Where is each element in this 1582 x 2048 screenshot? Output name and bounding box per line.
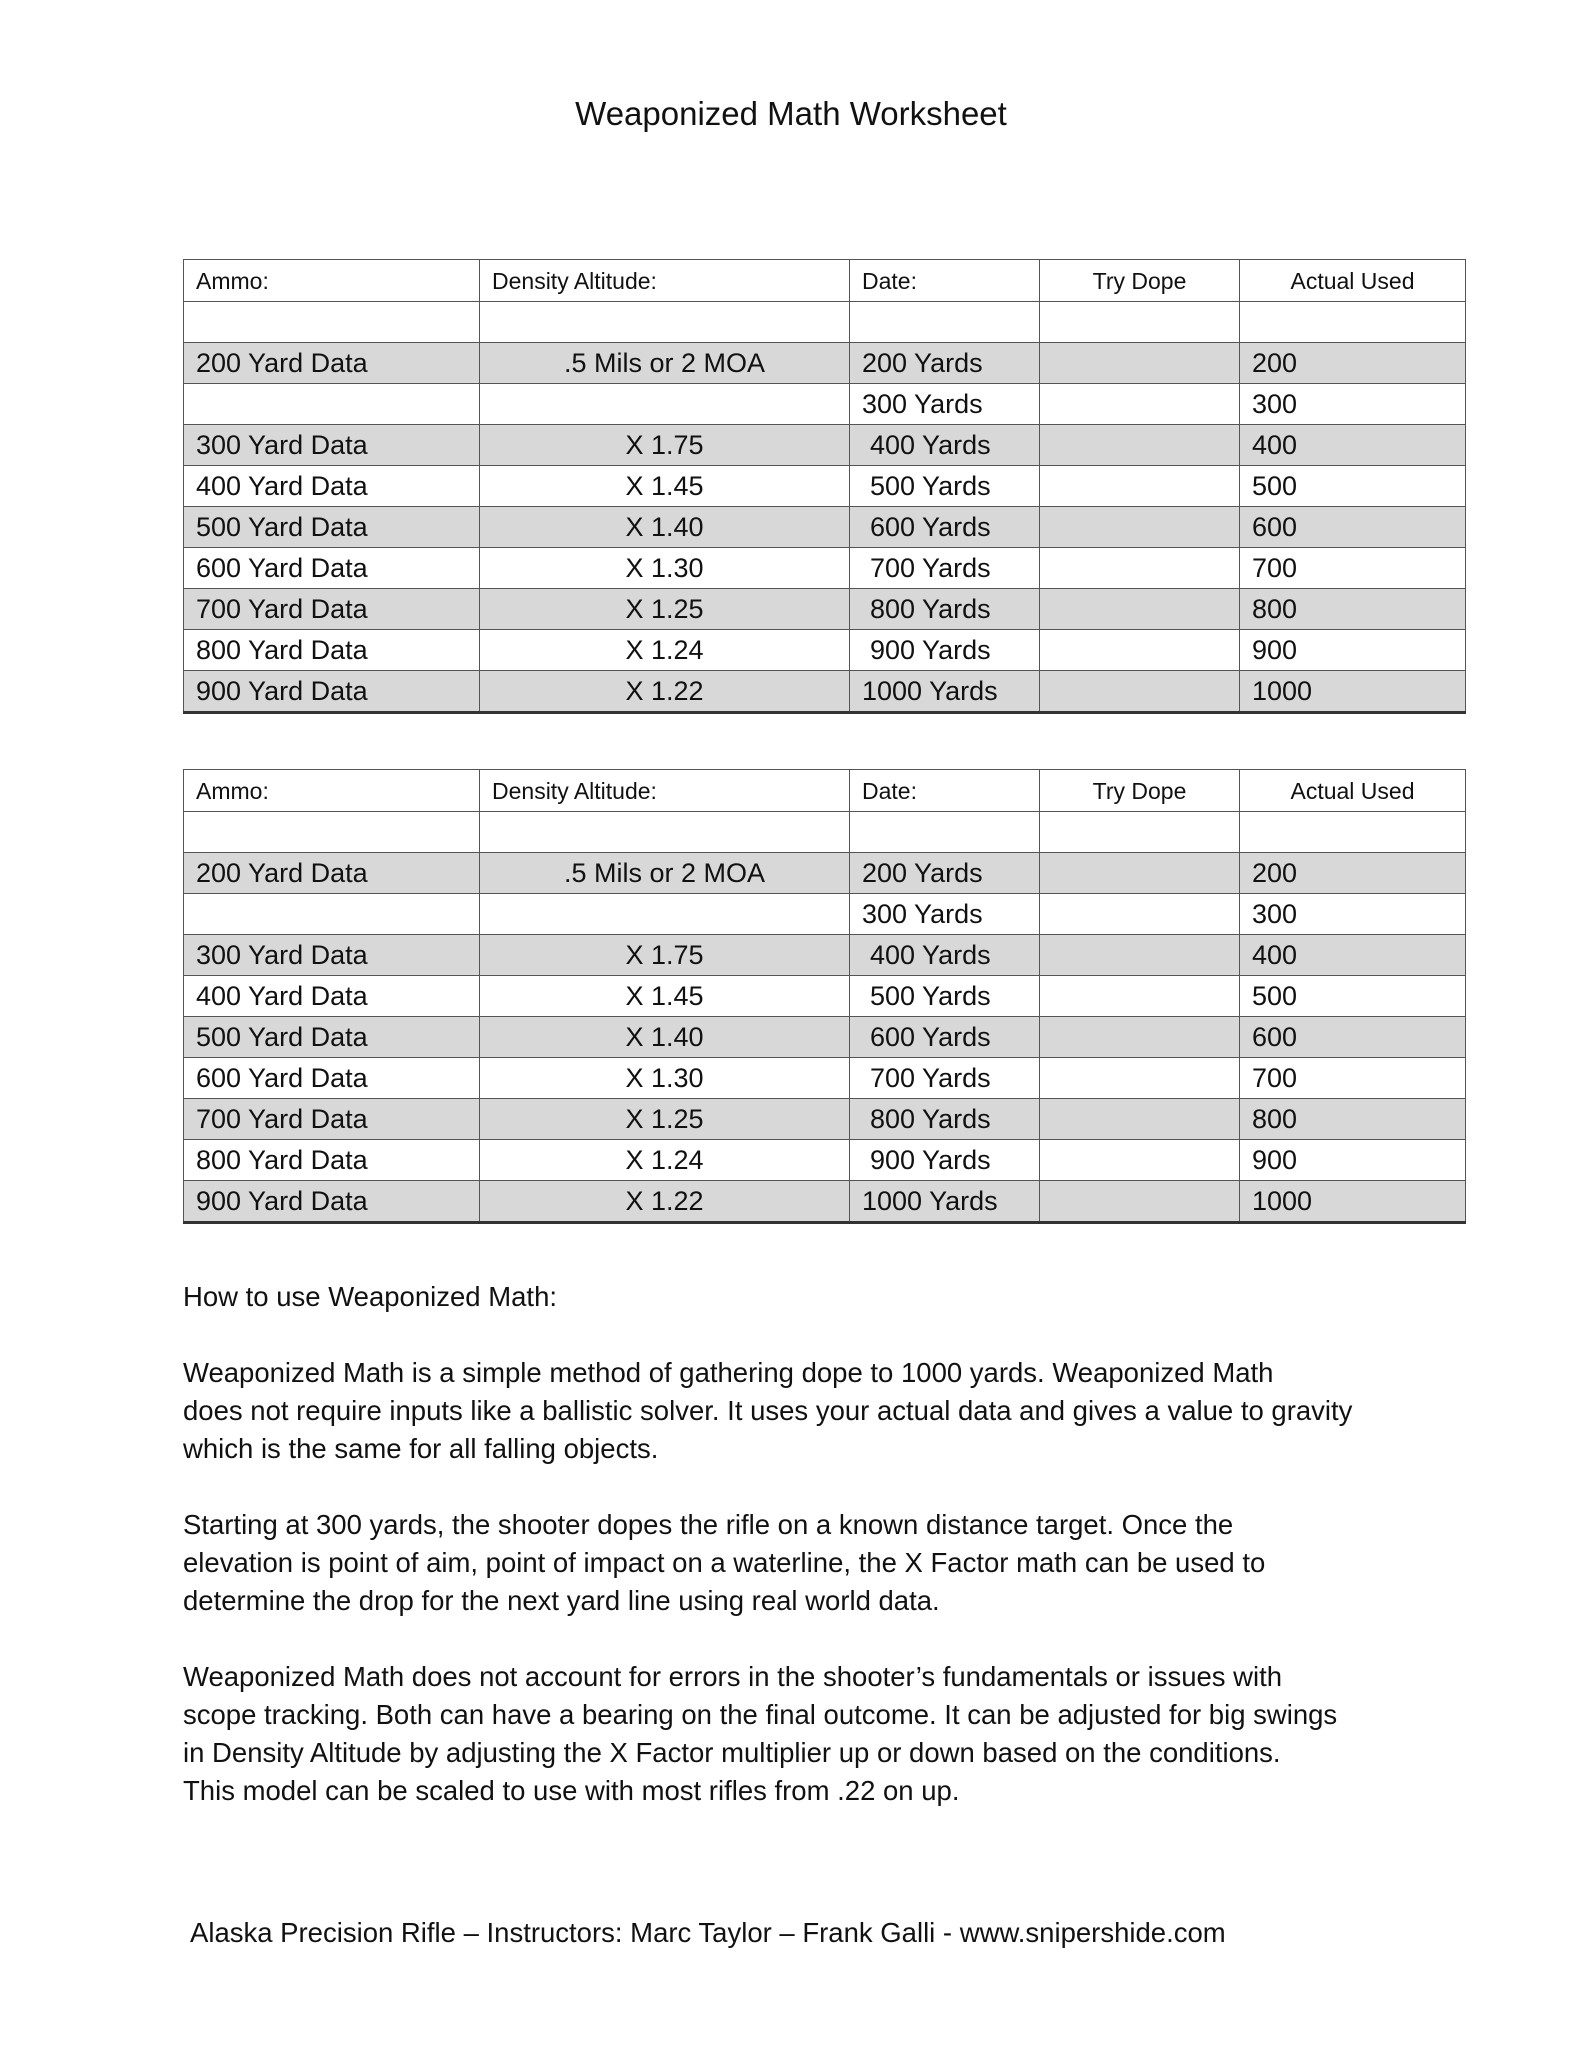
yard-data-cell: 200 Yard Data bbox=[184, 343, 480, 384]
x-factor-cell: X 1.30 bbox=[480, 548, 850, 589]
x-factor-cell: X 1.75 bbox=[480, 425, 850, 466]
try-dope-cell[interactable] bbox=[1040, 1058, 1240, 1099]
try-dope-cell[interactable] bbox=[1040, 894, 1240, 935]
actual-used-cell: 800 bbox=[1240, 589, 1466, 630]
yard-data-cell: 300 Yard Data bbox=[184, 935, 480, 976]
yard-data-cell bbox=[184, 894, 480, 935]
yard-data-cell: 500 Yard Data bbox=[184, 1017, 480, 1058]
actual-used-cell[interactable] bbox=[1240, 812, 1466, 853]
x-factor-cell: X 1.24 bbox=[480, 630, 850, 671]
header-try-dope: Try Dope bbox=[1040, 770, 1240, 812]
range-cell: 700 Yards bbox=[850, 1058, 1040, 1099]
actual-used-cell: 900 bbox=[1240, 630, 1466, 671]
table-row bbox=[184, 812, 1466, 853]
actual-used-cell: 1000 bbox=[1240, 1181, 1466, 1223]
actual-used-cell: 600 bbox=[1240, 1017, 1466, 1058]
table-header-row bbox=[184, 260, 1466, 302]
x-factor-cell: X 1.45 bbox=[480, 976, 850, 1017]
range-cell: 400 Yards bbox=[850, 425, 1040, 466]
yard-data-cell: 700 Yard Data bbox=[184, 589, 480, 630]
range-cell: 300 Yards bbox=[850, 894, 1040, 935]
header-date: Date: bbox=[850, 770, 1040, 812]
header-actual-used: Actual Used bbox=[1240, 260, 1466, 302]
try-dope-cell[interactable] bbox=[1040, 630, 1240, 671]
x-factor-cell: X 1.25 bbox=[480, 1099, 850, 1140]
x-factor-cell: X 1.22 bbox=[480, 671, 850, 713]
yard-data-cell: 500 Yard Data bbox=[184, 507, 480, 548]
range-cell: 600 Yards bbox=[850, 507, 1040, 548]
range-cell: 900 Yards bbox=[850, 630, 1040, 671]
range-cell[interactable] bbox=[850, 812, 1040, 853]
yard-data-cell: 800 Yard Data bbox=[184, 1140, 480, 1181]
yard-data-cell: 200 Yard Data bbox=[184, 853, 480, 894]
yard-data-cell bbox=[184, 384, 480, 425]
x-factor-cell: X 1.30 bbox=[480, 1058, 850, 1099]
try-dope-cell[interactable] bbox=[1040, 507, 1240, 548]
range-cell: 200 Yards bbox=[850, 853, 1040, 894]
x-factor-cell: X 1.75 bbox=[480, 935, 850, 976]
range-cell: 200 Yards bbox=[850, 343, 1040, 384]
paragraph-line: which is the same for all falling objects. bbox=[183, 1433, 659, 1464]
table-row bbox=[184, 935, 1466, 976]
try-dope-cell[interactable] bbox=[1040, 384, 1240, 425]
paragraph-line: scope tracking. Both can have a bearing on the final outcome. It can be adjusted for big swings bbox=[183, 1699, 1338, 1730]
actual-used-cell: 1000 bbox=[1240, 671, 1466, 713]
table-row bbox=[184, 1140, 1466, 1181]
actual-used-cell: 200 bbox=[1240, 343, 1466, 384]
try-dope-cell[interactable] bbox=[1040, 425, 1240, 466]
range-cell: 800 Yards bbox=[850, 589, 1040, 630]
x-factor-cell bbox=[480, 894, 850, 935]
header-ammo: Ammo: bbox=[184, 260, 480, 302]
table-row bbox=[184, 466, 1466, 507]
header-density-altitude: Density Altitude: bbox=[480, 770, 850, 812]
x-factor-cell: X 1.25 bbox=[480, 589, 850, 630]
try-dope-cell[interactable] bbox=[1040, 853, 1240, 894]
try-dope-cell[interactable] bbox=[1040, 671, 1240, 713]
x-factor-cell: X 1.40 bbox=[480, 1017, 850, 1058]
actual-used-cell: 600 bbox=[1240, 507, 1466, 548]
header-date: Date: bbox=[850, 260, 1040, 302]
yard-data-cell: 800 Yard Data bbox=[184, 630, 480, 671]
header-density-altitude: Density Altitude: bbox=[480, 260, 850, 302]
try-dope-cell[interactable] bbox=[1040, 1017, 1240, 1058]
yard-data-cell[interactable] bbox=[184, 302, 480, 343]
table-row bbox=[184, 302, 1466, 343]
paragraph-line: Weaponized Math does not account for errors in the shooter’s fundamentals or issues with bbox=[183, 1661, 1283, 1692]
header-try-dope: Try Dope bbox=[1040, 260, 1240, 302]
table-row bbox=[184, 630, 1466, 671]
yard-data-cell: 600 Yard Data bbox=[184, 548, 480, 589]
page-title: Weaponized Math Worksheet bbox=[575, 95, 1007, 132]
dope-worksheet-table-1 bbox=[183, 259, 1466, 714]
range-cell: 500 Yards bbox=[850, 466, 1040, 507]
try-dope-cell[interactable] bbox=[1040, 466, 1240, 507]
header-ammo: Ammo: bbox=[184, 770, 480, 812]
paragraph-line: Weaponized Math is a simple method of gathering dope to 1000 yards. Weaponized Math bbox=[183, 1357, 1274, 1388]
range-cell: 600 Yards bbox=[850, 1017, 1040, 1058]
yard-data-cell: 400 Yard Data bbox=[184, 976, 480, 1017]
try-dope-cell[interactable] bbox=[1040, 589, 1240, 630]
yard-data-cell: 900 Yard Data bbox=[184, 1181, 480, 1223]
paragraph-line: does not require inputs like a ballistic solver. It uses your actual data and gives a value to gravity bbox=[183, 1395, 1353, 1426]
instructions-paragraph bbox=[183, 1354, 1433, 1468]
x-factor-cell: X 1.40 bbox=[480, 507, 850, 548]
x-factor-cell: X 1.24 bbox=[480, 1140, 850, 1181]
range-cell: 500 Yards bbox=[850, 976, 1040, 1017]
range-cell: 700 Yards bbox=[850, 548, 1040, 589]
table-row bbox=[184, 1058, 1466, 1099]
paragraph-line: elevation is point of aim, point of impact on a waterline, the X Factor math can be used to bbox=[183, 1547, 1266, 1578]
range-cell: 300 Yards bbox=[850, 384, 1040, 425]
x-factor-cell: X 1.22 bbox=[480, 1181, 850, 1223]
table-row bbox=[184, 1099, 1466, 1140]
table-row bbox=[184, 894, 1466, 935]
table-row bbox=[184, 507, 1466, 548]
paragraph-line: Starting at 300 yards, the shooter dopes the rifle on a known distance target. Once the bbox=[183, 1509, 1234, 1540]
try-dope-cell[interactable] bbox=[1040, 1099, 1240, 1140]
range-cell: 400 Yards bbox=[850, 935, 1040, 976]
try-dope-cell[interactable] bbox=[1040, 1140, 1240, 1181]
instructions-section bbox=[183, 1278, 1433, 1848]
actual-used-cell: 700 bbox=[1240, 1058, 1466, 1099]
paragraph-line: determine the drop for the next yard line using real world data. bbox=[183, 1585, 940, 1616]
x-factor-cell: X 1.45 bbox=[480, 466, 850, 507]
actual-used-cell: 200 bbox=[1240, 853, 1466, 894]
x-factor-cell: .5 Mils or 2 MOA bbox=[480, 853, 850, 894]
yard-data-cell: 600 Yard Data bbox=[184, 1058, 480, 1099]
table-row bbox=[184, 425, 1466, 466]
range-cell: 900 Yards bbox=[850, 1140, 1040, 1181]
actual-used-cell: 500 bbox=[1240, 976, 1466, 1017]
table-header-row bbox=[184, 770, 1466, 812]
actual-used-cell: 300 bbox=[1240, 894, 1466, 935]
table-row bbox=[184, 1017, 1466, 1058]
try-dope-cell[interactable] bbox=[1040, 812, 1240, 853]
table-row bbox=[184, 589, 1466, 630]
instructions-paragraph bbox=[183, 1506, 1433, 1620]
footer-credits: Alaska Precision Rifle – Instructors: Marc Taylor – Frank Galli - www.snipershide.com bbox=[190, 1917, 1226, 1948]
header-actual-used: Actual Used bbox=[1240, 770, 1466, 812]
table-row bbox=[184, 343, 1466, 384]
range-cell[interactable] bbox=[850, 302, 1040, 343]
actual-used-cell[interactable] bbox=[1240, 302, 1466, 343]
actual-used-cell: 300 bbox=[1240, 384, 1466, 425]
x-factor-cell: .5 Mils or 2 MOA bbox=[480, 343, 850, 384]
try-dope-cell[interactable] bbox=[1040, 976, 1240, 1017]
table-row bbox=[184, 671, 1466, 713]
yard-data-cell: 700 Yard Data bbox=[184, 1099, 480, 1140]
instructions-paragraph bbox=[183, 1658, 1433, 1810]
actual-used-cell: 800 bbox=[1240, 1099, 1466, 1140]
try-dope-cell[interactable] bbox=[1040, 1181, 1240, 1223]
table-row bbox=[184, 1181, 1466, 1223]
actual-used-cell: 900 bbox=[1240, 1140, 1466, 1181]
table-row bbox=[184, 976, 1466, 1017]
x-factor-cell[interactable] bbox=[480, 302, 850, 343]
table-row bbox=[184, 548, 1466, 589]
paragraph-line: in Density Altitude by adjusting the X Factor multiplier up or down based on the conditions. bbox=[183, 1737, 1281, 1768]
actual-used-cell: 500 bbox=[1240, 466, 1466, 507]
yard-data-cell: 300 Yard Data bbox=[184, 425, 480, 466]
yard-data-cell[interactable] bbox=[184, 812, 480, 853]
yard-data-cell: 900 Yard Data bbox=[184, 671, 480, 713]
instructions-heading: How to use Weaponized Math: bbox=[183, 1281, 558, 1312]
try-dope-cell[interactable] bbox=[1040, 548, 1240, 589]
x-factor-cell[interactable] bbox=[480, 812, 850, 853]
dope-worksheet-table-2 bbox=[183, 769, 1466, 1224]
range-cell: 800 Yards bbox=[850, 1099, 1040, 1140]
try-dope-cell[interactable] bbox=[1040, 302, 1240, 343]
table-row bbox=[184, 384, 1466, 425]
yard-data-cell: 400 Yard Data bbox=[184, 466, 480, 507]
actual-used-cell: 400 bbox=[1240, 425, 1466, 466]
try-dope-cell[interactable] bbox=[1040, 935, 1240, 976]
range-cell: 1000 Yards bbox=[850, 671, 1040, 713]
range-cell: 1000 Yards bbox=[850, 1181, 1040, 1223]
actual-used-cell: 400 bbox=[1240, 935, 1466, 976]
actual-used-cell: 700 bbox=[1240, 548, 1466, 589]
try-dope-cell[interactable] bbox=[1040, 343, 1240, 384]
x-factor-cell bbox=[480, 384, 850, 425]
paragraph-line: This model can be scaled to use with most rifles from .22 on up. bbox=[183, 1775, 960, 1806]
table-row bbox=[184, 853, 1466, 894]
